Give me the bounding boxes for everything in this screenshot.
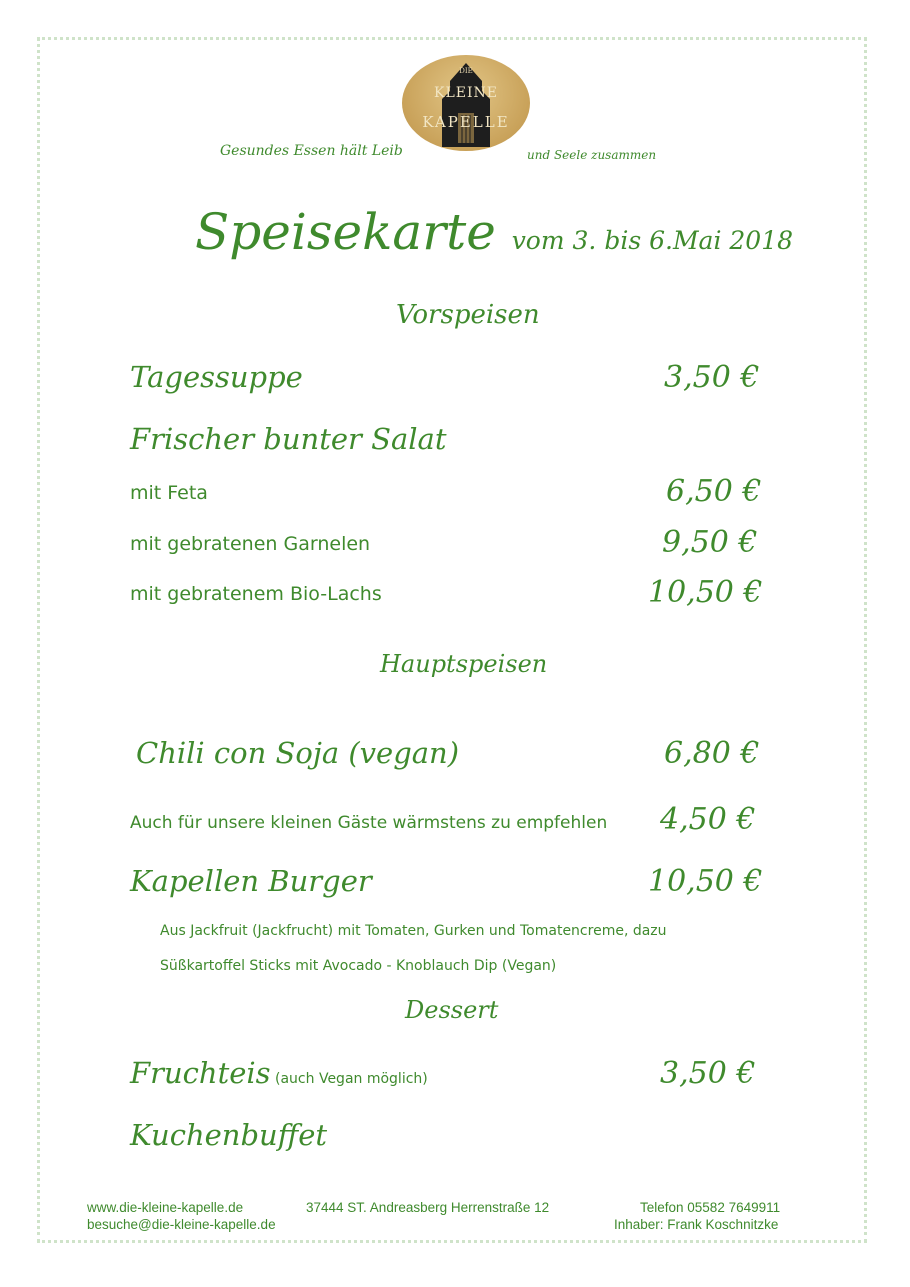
title-date: vom 3. bis 6.Mai 2018 bbox=[511, 226, 794, 255]
price-burger: 10,50 € bbox=[648, 864, 763, 899]
dish-salat: Frischer bunter Salat bbox=[130, 422, 447, 456]
logo-middle-text: KLEINE bbox=[434, 85, 498, 101]
footer-phone: Telefon 05582 7649911 bbox=[640, 1200, 781, 1215]
price-lachs: 10,50 € bbox=[648, 575, 763, 610]
dish-fruchteis: Fruchteis bbox=[130, 1056, 271, 1090]
burger-description-line2: Süßkartoffel Sticks mit Avocado - Knoblauch Dip (Vegan) bbox=[160, 958, 557, 974]
footer-email[interactable]: besuche@die-kleine-kapelle.de bbox=[87, 1217, 276, 1232]
logo-bottom-text: KAPELLE bbox=[422, 113, 510, 131]
tagline-right: und Seele zusammen bbox=[527, 148, 657, 162]
dish-kuchenbuffet: Kuchenbuffet bbox=[130, 1118, 328, 1152]
dish-tagessuppe: Tagessuppe bbox=[130, 360, 303, 394]
logo-badge bbox=[402, 55, 530, 151]
item-feta: mit Feta bbox=[130, 482, 208, 504]
item-kinder: Auch für unsere kleinen Gäste wärmstens zu empfehlen bbox=[130, 813, 608, 833]
footer-owner: Inhaber: Frank Koschnitzke bbox=[614, 1217, 779, 1232]
section-heading-hauptspeisen: Hauptspeisen bbox=[380, 650, 548, 678]
item-garnelen: mit gebratenen Garnelen bbox=[130, 533, 371, 555]
dish-fruchteis-row bbox=[130, 1056, 428, 1090]
price-chili: 6,80 € bbox=[664, 736, 760, 771]
page-title bbox=[195, 202, 793, 271]
dish-burger: Kapellen Burger bbox=[130, 864, 372, 898]
price-fruchteis: 3,50 € bbox=[660, 1056, 756, 1091]
price-kinder: 4,50 € bbox=[660, 802, 756, 837]
price-garnelen: 9,50 € bbox=[662, 525, 758, 560]
fruchteis-note: (auch Vegan möglich) bbox=[275, 1071, 428, 1087]
title-main: Speisekarte bbox=[195, 203, 496, 261]
footer-address: 37444 ST. Andreasberg Herrenstraße 12 bbox=[306, 1200, 550, 1215]
price-tagessuppe: 3,50 € bbox=[664, 360, 760, 395]
section-heading-vorspeisen: Vorspeisen bbox=[396, 300, 540, 330]
tagline-left: Gesundes Essen hält Leib bbox=[220, 143, 403, 159]
section-heading-dessert: Dessert bbox=[405, 996, 499, 1024]
logo-top-text: DIE bbox=[459, 67, 473, 75]
footer-website[interactable]: www.die-kleine-kapelle.de bbox=[87, 1200, 244, 1215]
item-lachs: mit gebratenem Bio-Lachs bbox=[130, 583, 382, 605]
price-feta: 6,50 € bbox=[666, 474, 762, 509]
dish-chili: Chili con Soja (vegan) bbox=[136, 736, 460, 770]
burger-description-line1: Aus Jackfruit (Jackfrucht) mit Tomaten, Gurken und Tomatencreme, dazu bbox=[160, 923, 667, 939]
